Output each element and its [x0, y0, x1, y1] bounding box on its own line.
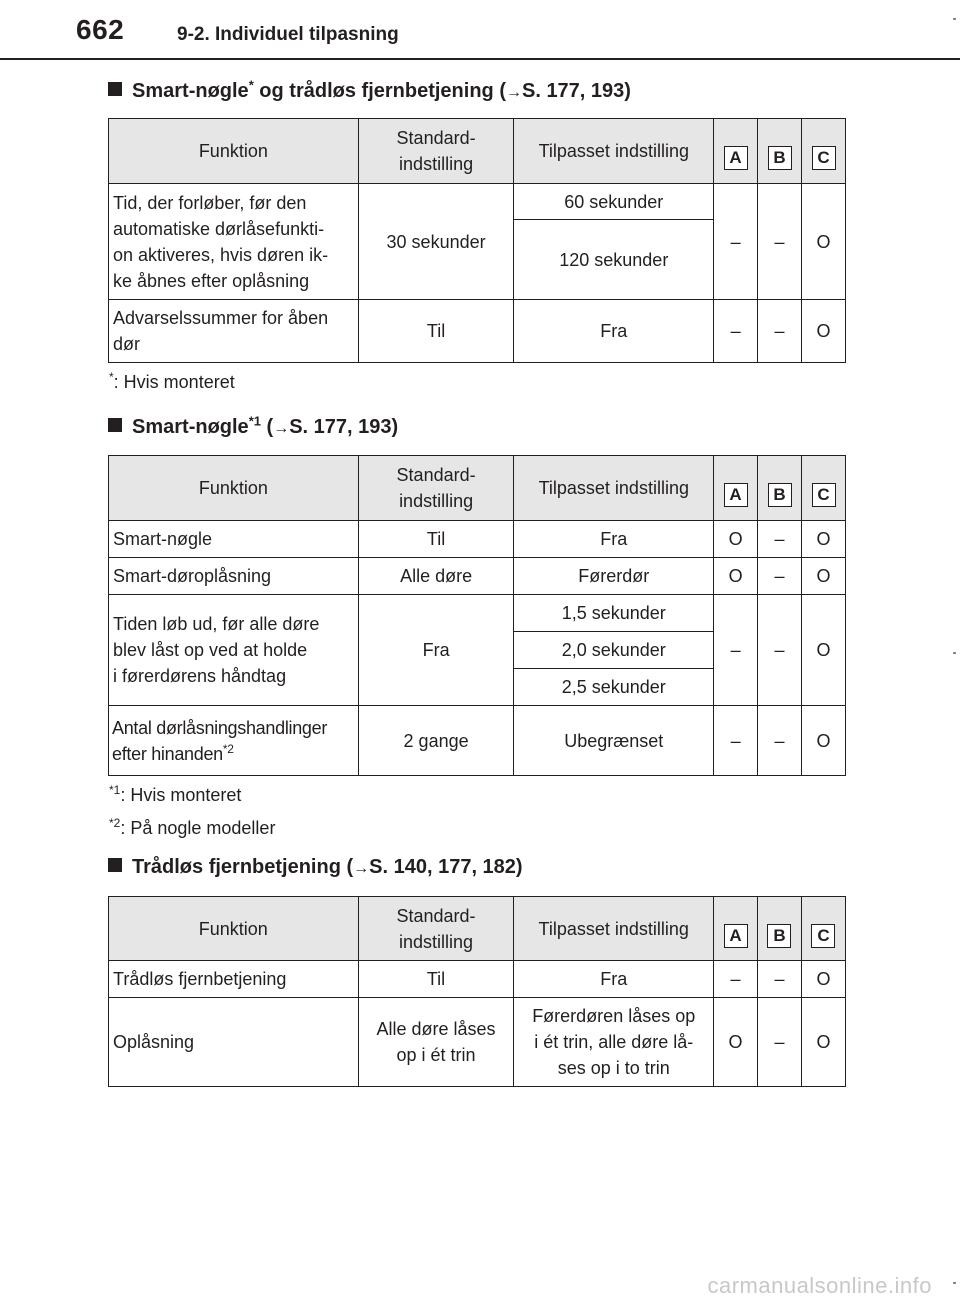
custom-cell: Ubegrænset: [514, 706, 714, 776]
col-funktion: Funktion: [109, 119, 359, 184]
col-tilpasset: Tilpasset indstilling: [514, 456, 714, 521]
custom-cell: Fra: [514, 961, 714, 998]
page-reference[interactable]: S. 140, 177, 182): [369, 856, 523, 878]
col-standard: Standard- indstilling: [358, 119, 514, 184]
func-cell: Oplåsning: [109, 998, 359, 1087]
page-header: [0, 0, 960, 60]
col-funktion: Funktion: [109, 456, 359, 521]
func-cell: Trådløs fjernbetjening: [109, 961, 359, 998]
c-cell: O: [802, 300, 846, 363]
c-cell: O: [801, 961, 845, 998]
footnote: *: Hvis monteret: [109, 370, 235, 392]
std-cell: Alle døre: [358, 558, 514, 595]
func-cell: Tiden løb ud, før alle døre blev låst op ved at holde i førerdørens håndtag: [109, 595, 359, 706]
a-cell: O: [714, 558, 758, 595]
col-b: B: [758, 456, 802, 521]
custom-cell: 120 sekunder: [514, 220, 714, 300]
b-cell: –: [758, 300, 802, 363]
a-cell: –: [714, 184, 758, 300]
table-header-row: [109, 456, 846, 521]
b-cell: –: [758, 521, 802, 558]
a-cell: O: [714, 998, 758, 1087]
table-row: [109, 961, 846, 998]
col-c: C: [801, 897, 845, 961]
func-cell: Tid, der forløber, før den automatiske dørlåsefunkti- on aktiveres, hvis døren ik- ke åbnes efter oplåsning: [109, 184, 359, 300]
custom-cell: 2,0 sekunder: [514, 632, 714, 669]
table-row: [109, 521, 846, 558]
c-cell: O: [802, 706, 846, 776]
b-cell: –: [758, 184, 802, 300]
chapter-title: 9-2. Individuel tilpasning: [177, 24, 399, 45]
func-cell: Smart-døroplåsning: [109, 558, 359, 595]
std-cell: Fra: [358, 595, 514, 706]
custom-cell: Førerdøren låses op i ét trin, alle døre lå- ses op i to trin: [514, 998, 714, 1087]
table-header-row: [109, 119, 846, 184]
arrow-right-icon: →: [353, 860, 370, 877]
b-cell: –: [758, 706, 802, 776]
square-bullet-icon: [108, 858, 122, 872]
std-cell: Til: [358, 300, 514, 363]
custom-cell: Fra: [514, 521, 714, 558]
c-cell: O: [802, 558, 846, 595]
a-cell: –: [714, 706, 758, 776]
page-reference[interactable]: S. 177, 193): [521, 80, 631, 102]
page-number: 662: [76, 14, 125, 45]
footnote: $^{*1}$: Hvis monteret: [109, 783, 242, 805]
col-tilpasset: Tilpasset indstilling: [514, 897, 714, 961]
a-cell: –: [714, 595, 758, 706]
c-cell: O: [801, 998, 845, 1087]
table-row: [109, 998, 846, 1087]
func-cell: Antal dørlåsningshandlinger efter hinanden$^{*2}$: [109, 706, 359, 776]
page-reference[interactable]: S. 177, 193): [289, 416, 399, 438]
c-cell: O: [802, 184, 846, 300]
crop-mark: [953, 18, 956, 20]
square-bullet-icon: [108, 82, 122, 96]
a-cell: –: [714, 961, 758, 998]
section-3-heading: Trådløs fjernbetjening (→S. 140, 177, 182): [108, 856, 523, 879]
a-cell: –: [714, 300, 758, 363]
custom-cell: Førerdør: [514, 558, 714, 595]
b-cell: –: [758, 998, 802, 1087]
b-cell: –: [758, 961, 802, 998]
col-b: B: [758, 897, 802, 961]
settings-table-1: [108, 118, 846, 363]
crop-mark: [953, 652, 956, 654]
b-cell: –: [758, 595, 802, 706]
b-cell: –: [758, 558, 802, 595]
col-c: C: [802, 119, 846, 184]
col-standard: Standard- indstilling: [358, 897, 514, 961]
table-row: [109, 595, 846, 632]
col-tilpasset: Tilpasset indstilling: [514, 119, 714, 184]
table-row: [109, 706, 846, 776]
std-cell: Til: [358, 521, 514, 558]
arrow-right-icon: →: [273, 420, 290, 437]
square-bullet-icon: [108, 418, 122, 432]
custom-cell: Fra: [514, 300, 714, 363]
col-c: C: [802, 456, 846, 521]
watermark: carmanualsonline.info: [707, 1273, 932, 1298]
func-cell: Smart-nøgle: [109, 521, 359, 558]
table-header-row: [109, 897, 846, 961]
crop-mark: [953, 1282, 956, 1284]
custom-cell: 2,5 sekunder: [514, 669, 714, 706]
col-a: A: [714, 456, 758, 521]
col-b: B: [758, 119, 802, 184]
section-2-heading: Smart-nøgle$^{*1}$ (→S. 177, 193): [108, 416, 398, 439]
col-funktion: Funktion: [109, 897, 359, 961]
table-row: [109, 558, 846, 595]
col-standard: Standard- indstilling: [358, 456, 514, 521]
std-cell: 2 gange: [358, 706, 514, 776]
header-rule: [0, 58, 960, 60]
footnote: $^{*2}$: På nogle modeller: [109, 816, 276, 838]
std-cell: Til: [358, 961, 514, 998]
custom-cell: 1,5 sekunder: [514, 595, 714, 632]
col-a: A: [714, 897, 758, 961]
a-cell: O: [714, 521, 758, 558]
section-1-heading: Smart-nøgle* og trådløs fjernbetjening (→S. 177, 193): [108, 80, 631, 103]
func-cell: Advarselssummer for åben dør: [109, 300, 359, 363]
std-cell: Alle døre låses op i ét trin: [358, 998, 514, 1087]
c-cell: O: [802, 521, 846, 558]
c-cell: O: [802, 595, 846, 706]
table-row: [109, 184, 846, 220]
std-cell: 30 sekunder: [358, 184, 514, 300]
custom-cell: 60 sekunder: [514, 184, 714, 220]
settings-table-3: [108, 896, 846, 1087]
arrow-right-icon: →: [505, 84, 522, 101]
settings-table-2: [108, 455, 846, 776]
col-a: A: [714, 119, 758, 184]
table-row: [109, 300, 846, 363]
